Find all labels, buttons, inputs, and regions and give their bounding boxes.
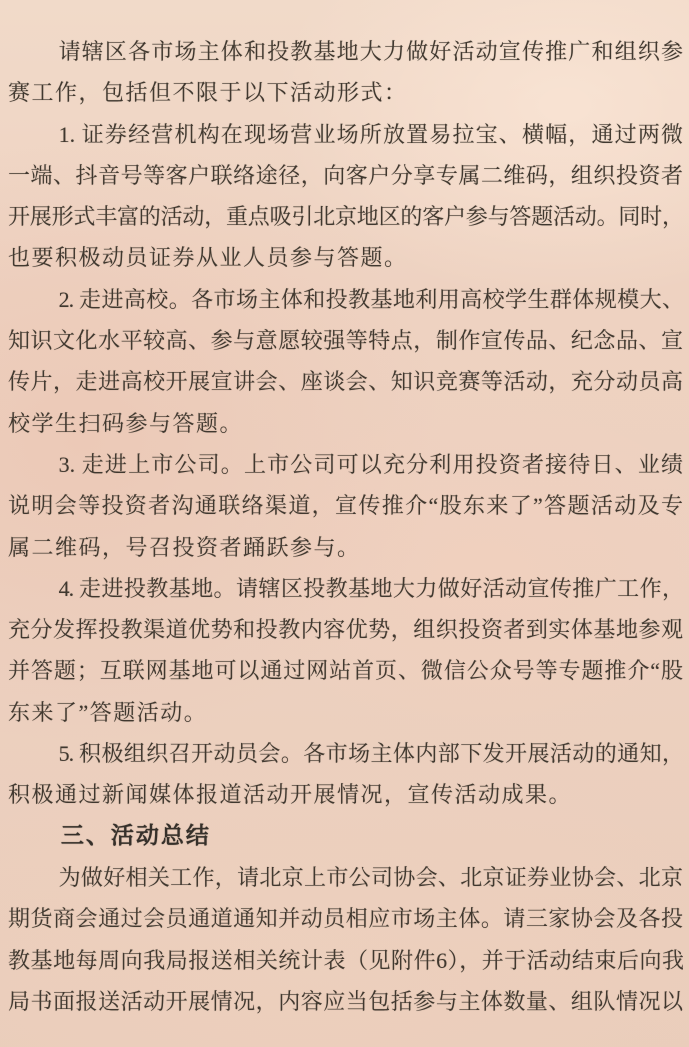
section-heading: 三、活动总结 <box>60 822 211 849</box>
paragraph-item-1 <box>8 114 683 279</box>
text-line: 开展形式丰富的活动，重点吸引北京地区的客户参与答题活动。同时， <box>8 204 683 230</box>
text-line: 赛工作，包括但不限于以下活动形式： <box>8 80 408 106</box>
paragraph-item-5 <box>8 733 683 816</box>
text-line: 1. 证券经营机构在现场营业场所放置易拉宝、横幅，通过两微 <box>58 121 683 147</box>
text-line: 东来了”答题活动。 <box>8 699 208 725</box>
text-line: 请辖区各市场主体和投教基地大力做好活动宣传推广和组织参 <box>58 39 683 64</box>
text-line: 说明会等投资者沟通联络渠道，宣传推介“股东来了”答题活动及专 <box>8 493 683 519</box>
text-line: 为做好相关工作，请北京上市公司协会、北京证券业协会、北京 <box>58 864 683 890</box>
text-line: 教基地每周向我局报送相关统计表（见附件6），并于活动结束后向我 <box>8 947 683 973</box>
text-line: 知识文化水平较高、参与意愿较强等特点，制作宣传品、纪念品、宣 <box>8 328 683 354</box>
text-line: 4. 走进投教基地。请辖区投教基地大力做好活动宣传推广工作， <box>58 575 683 601</box>
text-line: 校学生扫码参与答题。 <box>8 410 244 436</box>
paragraph-intro <box>8 31 683 114</box>
paragraph-closing <box>8 857 683 1022</box>
text-line: 3. 走进上市公司。上市公司可以充分利用投资者接待日、业绩 <box>58 451 683 477</box>
text-line: 传片，走进高校开展宣讲会、座谈会、知识竞赛等活动，充分动员高 <box>8 369 683 395</box>
text-line: 属二维码，号召投资者踊跃参与。 <box>8 534 361 560</box>
text-line: 局书面报送活动开展情况，内容应当包括参与主体数量、组队情况以 <box>8 988 683 1014</box>
text-line: 并答题；互联网基地可以通过网站首页、微信公众号等专题推介“股 <box>8 658 683 684</box>
text-line: 5. 积极组织召开动员会。各市场主体内部下发开展活动的通知， <box>58 741 683 767</box>
paragraph-item-2 <box>8 279 683 444</box>
document-text-block <box>8 31 683 1022</box>
text-line: 一端、抖音号等客户联络途径，向客户分享专属二维码，组织投资者 <box>8 162 683 188</box>
paragraph-item-3 <box>8 444 683 568</box>
text-line: 2. 走进高校。各市场主体和投教基地利用高校学生群体规模大、 <box>58 286 683 312</box>
text-line: 期货商会通过会员通道通知并动员相应市场主体。请三家协会及各投 <box>8 906 683 932</box>
paragraph-item-4 <box>8 568 683 733</box>
text-line: 充分发挥投教渠道优势和投教内容优势，组织投资者到实体基地参观 <box>8 617 683 643</box>
text-line: 积极通过新闻媒体报道活动开展情况，宣传活动成果。 <box>8 782 573 808</box>
text-line: 也要积极动员证券从业人员参与答题。 <box>8 245 408 271</box>
paragraph-section-heading <box>8 816 683 857</box>
